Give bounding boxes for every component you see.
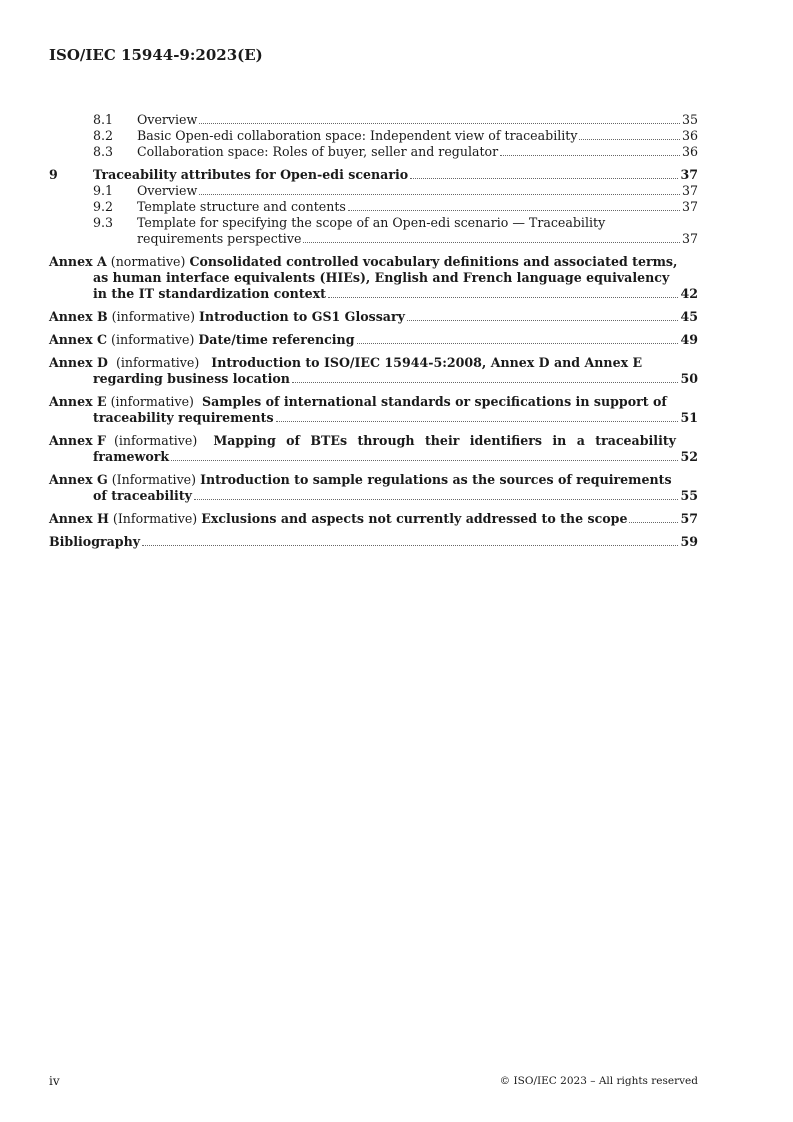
toc-entry-title: Introduction to GS1 Glossary (199, 309, 405, 324)
toc-entry-annex-b[interactable] (49, 309, 698, 325)
toc-entry-title: Collaboration space: Roles of buyer, seller and regulator (137, 144, 499, 159)
toc-entry-9-1[interactable]: 9.1 Overview 37 (93, 183, 698, 198)
annex-type: (informative) (110, 394, 194, 409)
toc-entry-title: Exclusions and aspects not currently addressed to the scope (201, 511, 628, 526)
toc-entry-title: Samples of international standards or specifications in support of (201, 394, 667, 409)
toc-page-number: 36 (681, 144, 698, 159)
toc-entry-title: Traceability attributes for Open-edi scenario (93, 167, 409, 182)
toc-entry-title: Bibliography (49, 534, 141, 549)
page-number: iv (49, 1074, 60, 1088)
toc-page-number: 50 (680, 371, 698, 386)
annex-type: (informative) (115, 355, 200, 370)
toc-entry-annex-e[interactable] (49, 394, 698, 426)
annex-label: Annex G (49, 472, 108, 487)
toc-entry-title: Basic Open-edi collaboration space: Independent view of traceability (137, 128, 578, 143)
toc-entry-title-cont: framework (93, 449, 170, 464)
toc-page-number: 42 (680, 286, 698, 301)
annex-label: Annex E (49, 394, 107, 409)
annex-label: Annex A (49, 254, 107, 269)
toc-page-number: 51 (680, 410, 698, 425)
toc-entry-9[interactable]: 9 Traceability attributes for Open-edi scenario 37 (49, 167, 698, 182)
toc-entry-8-1[interactable]: 8.1 Overview 35 (93, 112, 698, 127)
toc-entry-title-cont: of traceability (93, 488, 192, 503)
toc-entry-title: Overview (137, 183, 198, 198)
toc-page-number: 57 (680, 511, 698, 526)
annex-label: Annex F (49, 433, 106, 448)
toc-page-number: 49 (680, 332, 698, 347)
annex-type: (informative) (113, 433, 198, 448)
toc-entry-annex-c[interactable] (49, 332, 698, 348)
toc-page-number: 37 (681, 183, 698, 198)
toc-entry-annex-h[interactable] (49, 511, 698, 527)
toc-entry-title: Mapping of BTEs through their identifiers in a traceability (213, 433, 677, 448)
annex-label: Annex B (49, 309, 108, 324)
table-of-contents (49, 112, 698, 550)
toc-entry-title-cont: requirements perspective (137, 231, 302, 246)
annex-label: Annex H (49, 511, 109, 526)
toc-entry-title-cont: traceability requirements (93, 410, 274, 425)
toc-entry-annex-a[interactable] (49, 254, 698, 302)
toc-entry-8-3[interactable]: 8.3 Collaboration space: Roles of buyer, seller and regulator 36 (93, 144, 698, 159)
toc-entry-title: Introduction to ISO/IEC 15944-5:2008, Annex D and Annex E (211, 355, 643, 370)
toc-entry-title: Template for specifying the scope of an Open-edi scenario — Traceability (137, 215, 606, 230)
document-header: ISO/IEC 15944-9:2023(E) (49, 46, 263, 64)
toc-page-number: 55 (680, 488, 698, 503)
copyright-notice: © ISO/IEC 2023 – All rights reserved (499, 1075, 698, 1087)
toc-page-number: 59 (680, 534, 698, 549)
toc-entry-title-cont: in the IT standardization context (93, 286, 326, 301)
toc-entry-title: Overview (137, 112, 198, 127)
toc-page-number: 37 (681, 199, 698, 214)
toc-entry-annex-g[interactable] (49, 472, 698, 504)
toc-entry-bibliography[interactable] (49, 534, 698, 550)
annex-label: Annex C (49, 332, 108, 347)
toc-entry-9-3[interactable]: 9.3 Template for specifying the scope of an Open-edi scenario — Traceability requirements perspective 37 (93, 215, 698, 246)
toc-entry-title-cont: as human interface equivalents (HIEs), English and French language equivalency (93, 270, 670, 285)
toc-page-number: 35 (681, 112, 698, 127)
toc-entry-title: Date/time referencing (198, 332, 355, 347)
toc-page-number: 37 (681, 231, 698, 246)
toc-entry-annex-d[interactable] (49, 355, 698, 387)
annex-type: (informative) (111, 332, 195, 347)
toc-page-number: 36 (681, 128, 698, 143)
annex-type: (Informative) (112, 511, 198, 526)
toc-entry-9-2[interactable]: 9.2 Template structure and contents 37 (93, 199, 698, 214)
toc-page-number: 45 (680, 309, 698, 324)
toc-entry-8-2[interactable]: 8.2 Basic Open-edi collaboration space: Independent view of traceability 36 (93, 128, 698, 143)
toc-entry-title-cont: regarding business location (93, 371, 290, 386)
toc-entry-title: Template structure and contents (137, 199, 346, 214)
annex-type: (Informative) (111, 472, 197, 487)
toc-entry-annex-f[interactable] (49, 433, 698, 465)
toc-page-number: 37 (680, 167, 698, 182)
annex-type: (informative) (111, 309, 195, 324)
toc-page-number: 52 (680, 449, 698, 464)
annex-label: Annex D (49, 355, 108, 370)
annex-type: (normative) (110, 254, 186, 269)
toc-entry-title: Introduction to sample regulations as the sources of requirements (200, 472, 672, 487)
toc-entry-title: Consolidated controlled vocabulary definitions and associated terms, (189, 254, 678, 269)
